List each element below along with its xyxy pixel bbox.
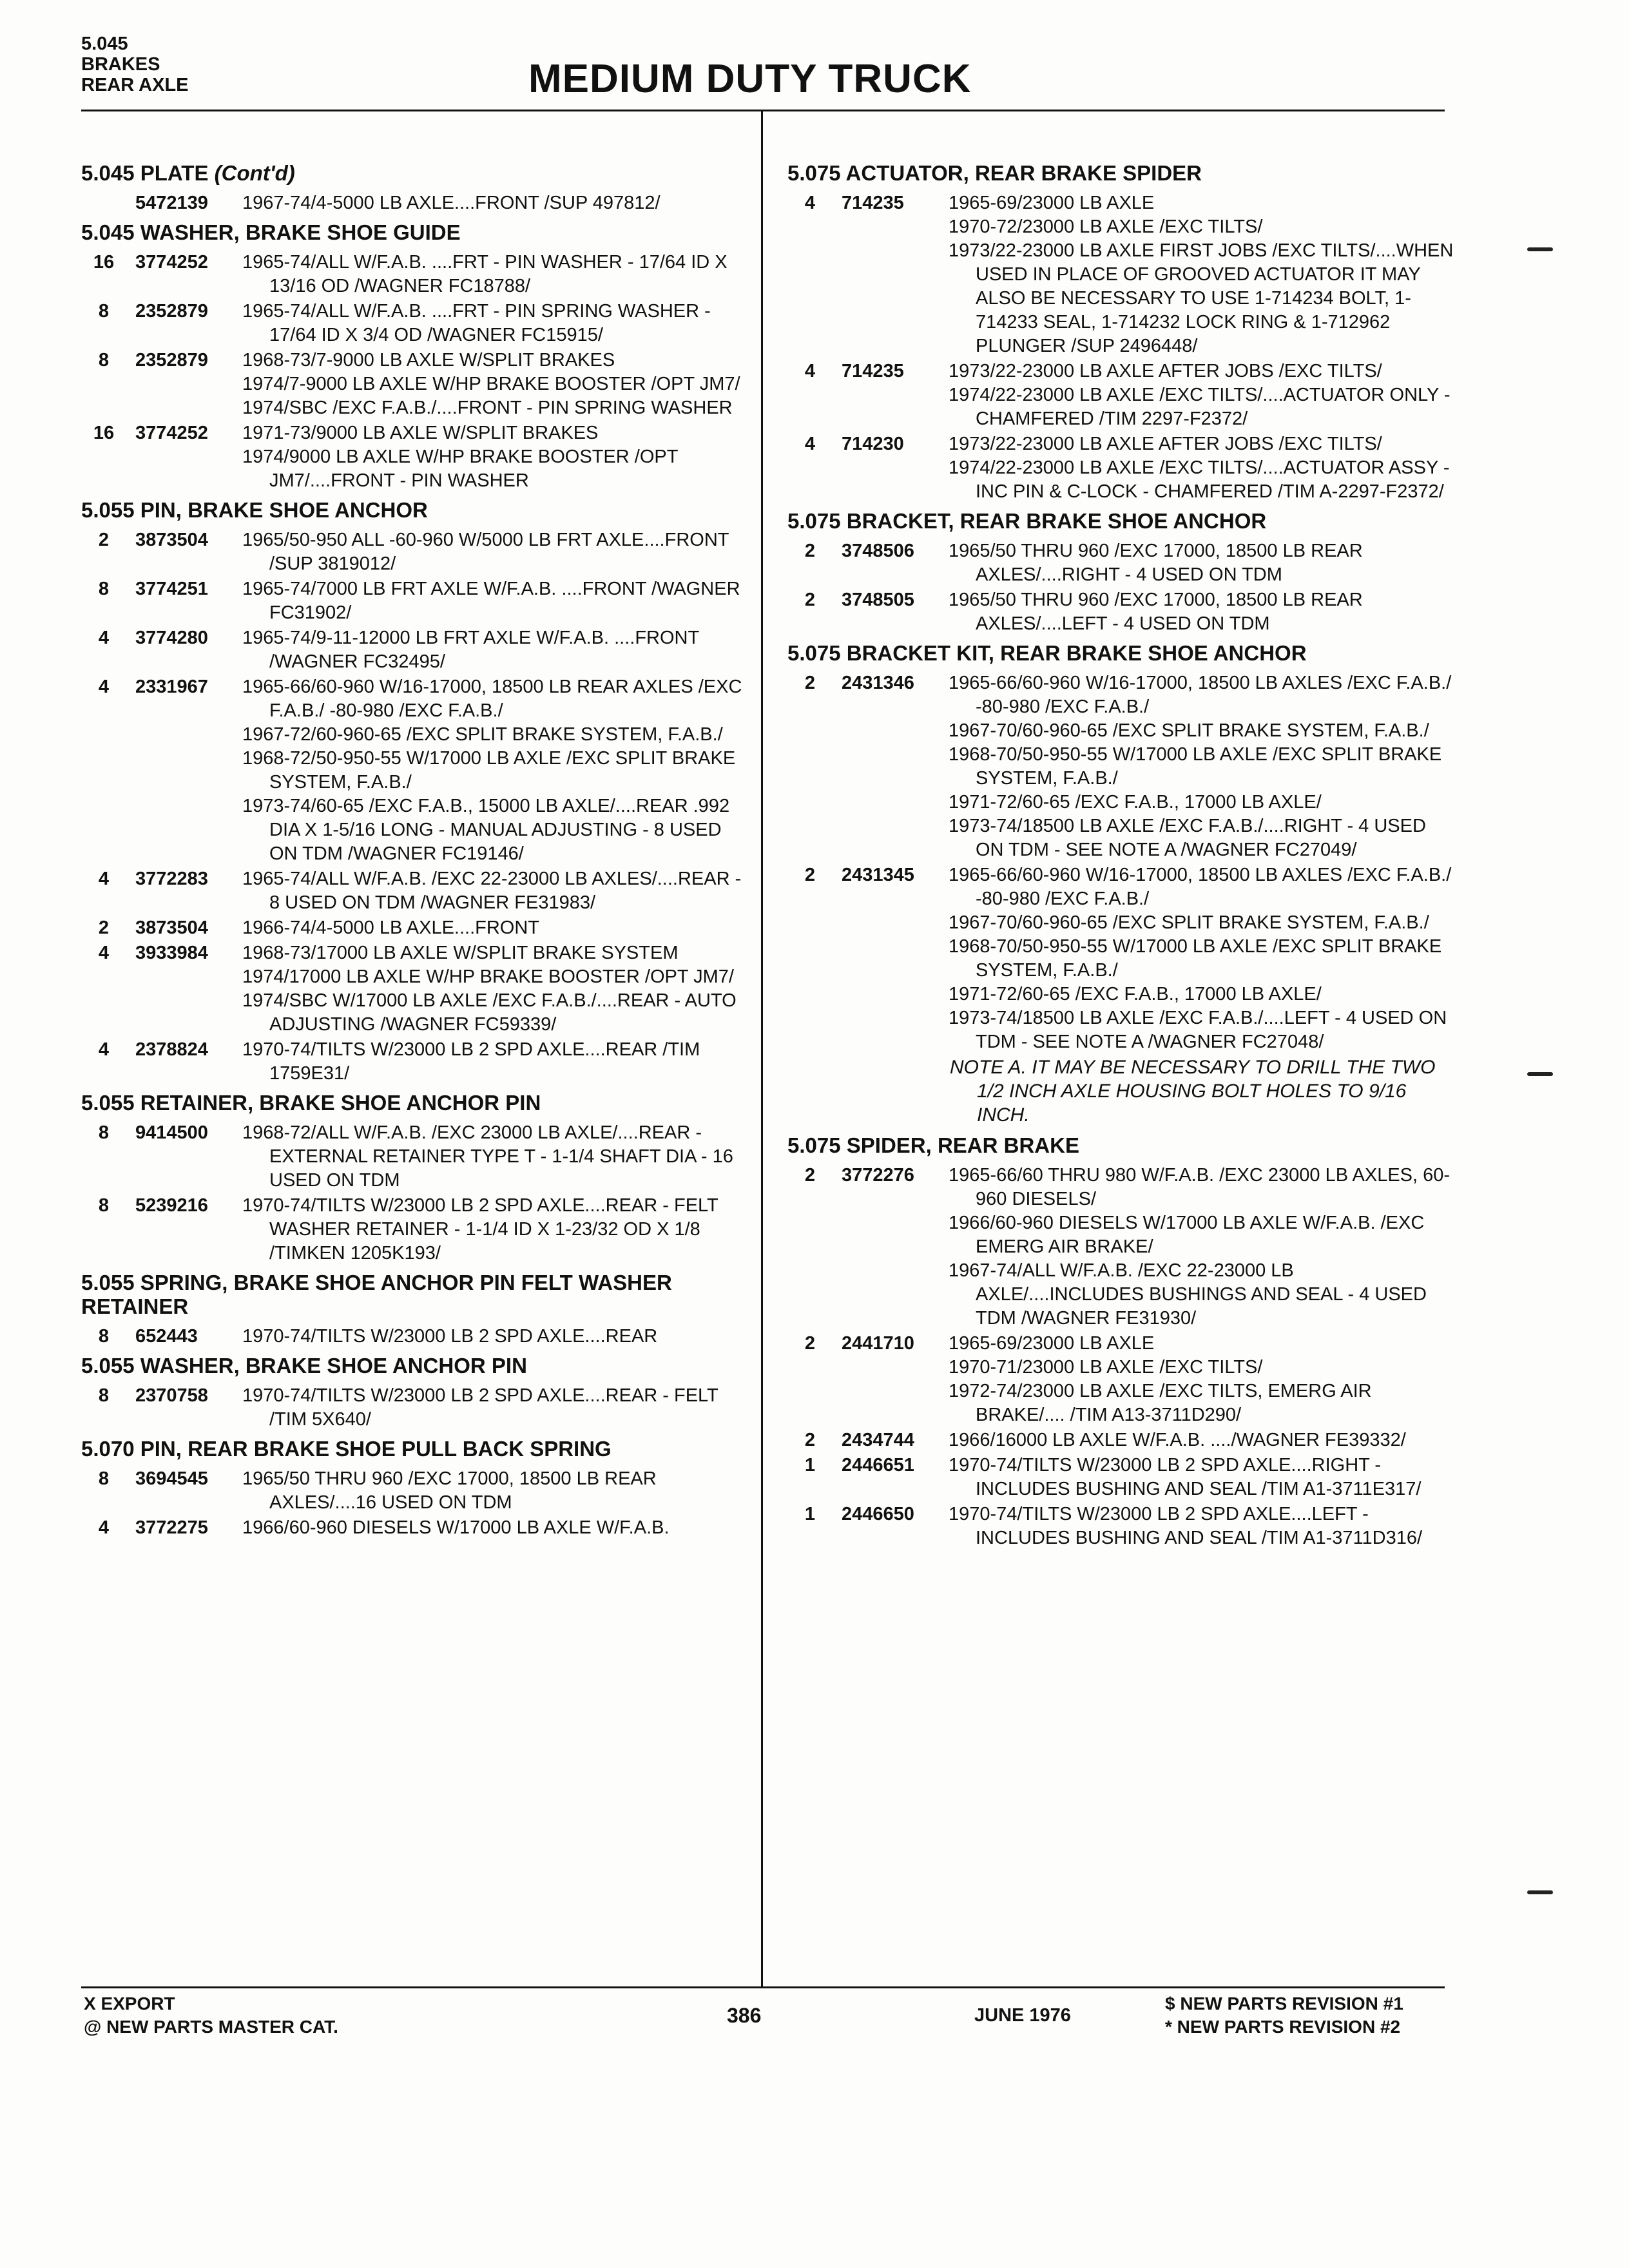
part-number: 714230 [842,434,904,454]
quantity: 16 [93,252,115,273]
application-line: 1965/50 THRU 960 /EXC 17000, 18500 LB REAR AXLES/....RIGHT - 4 USED ON TDM [949,541,1363,585]
quantity: 2 [98,918,110,938]
quantity: 16 [93,423,115,443]
part-number: 3933984 [135,943,208,963]
application-lines [242,867,751,915]
part-entry [787,539,1458,587]
application-line: 1974/SBC W/17000 LB AXLE /EXC F.A.B./....REAR - AUTO ADJUSTING /WAGNER FC59339/ [242,990,737,1035]
part-number: 2441710 [842,1333,914,1354]
quantity: 4 [98,628,110,648]
application-lines [949,588,1458,636]
application-lines [242,300,751,347]
application-line: 1966/16000 LB AXLE W/F.A.B. ..../WAGNER FE39332/ [949,1430,1406,1450]
application-lines [242,1325,751,1349]
application-line: 1965-74/ALL W/F.A.B. ....FRT - PIN SPRING WASHER - 17/64 ID X 3/4 OD /WAGNER FC15915/ [242,301,711,345]
application-line: 1965-74/ALL W/F.A.B. ....FRT - PIN WASHER - 17/64 ID X 13/16 OD /WAGNER FC18788/ [242,252,728,296]
quantity: 2 [804,541,816,561]
page-number: 386 [727,2004,762,2027]
part-number: 3772276 [842,1165,914,1186]
application-line: 1974/7-9000 LB AXLE W/HP BRAKE BOOSTER /OPT JM7/ [242,374,740,394]
part-entry [81,1038,751,1086]
application-line: 1970-74/TILTS W/23000 LB 2 SPD AXLE....RIGHT - INCLUDES BUSHING AND SEAL /TIM A1-3711E317/ [949,1455,1422,1499]
application-line: 1973-74/18500 LB AXLE /EXC F.A.B./....RIGHT - 4 USED ON TDM - SEE NOTE A /WAGNER FC27049/ [949,816,1426,860]
application-line: 1966/60-960 DIESELS W/17000 LB AXLE W/F.A.B. [242,1517,670,1538]
part-entry [81,1467,751,1515]
quantity: 8 [98,350,110,370]
right-column [787,159,1458,1555]
quantity: 2 [804,1333,816,1354]
quantity: 4 [98,1517,110,1538]
application-line: 1965-66/60-960 W/16-17000, 18500 LB REAR AXLES /EXC F.A.B./ -80-980 /EXC F.A.B./ [242,677,742,721]
header-rule [81,110,1445,111]
application-line: 1974/17000 LB AXLE W/HP BRAKE BOOSTER /OPT JM7/ [242,966,734,987]
application-line: 1965-74/ALL W/F.A.B. /EXC 22-23000 LB AXLES/....REAR - 8 USED ON TDM /WAGNER FE31983/ [242,869,742,913]
quantity: 8 [98,1195,110,1216]
section-title: 5.075 ACTUATOR, REAR BRAKE SPIDER [787,161,1202,185]
application-line: 1973-74/60-65 /EXC F.A.B., 15000 LB AXLE/....REAR .992 DIA X 1-5/16 LONG - MANUAL ADJUSTING - 8 USED ON TDM /WAGNER FC19146/ [242,796,730,864]
part-number: 3873504 [135,530,208,550]
part-entry [787,863,1458,1054]
part-entry [787,1428,1458,1452]
part-entry [787,1454,1458,1501]
page-header-codes [81,34,189,95]
quantity [81,191,126,215]
application-lines [949,1428,1458,1452]
part-entry [787,1503,1458,1550]
application-lines [242,191,751,215]
application-line: 1968-72/50-950-55 W/17000 LB AXLE /EXC SPLIT BRAKE SYSTEM, F.A.B./ [242,748,736,793]
part-entry [787,1164,1458,1331]
part-entry [787,1332,1458,1427]
quantity: 8 [98,301,110,322]
application-lines [949,432,1458,504]
publication-date: JUNE 1976 [974,2005,1071,2026]
part-number: 3748505 [842,590,914,610]
part-number: 2446651 [842,1455,914,1475]
application-line: 1965-74/7000 LB FRT AXLE W/F.A.B. ....FRONT /WAGNER FC31902/ [242,579,740,623]
parts-section [81,1354,751,1432]
part-entry [81,941,751,1037]
part-entry [81,300,751,347]
application-lines [949,1454,1458,1501]
application-line: 1965-74/9-11-12000 LB FRT AXLE W/F.A.B. ....FRONT /WAGNER FC32495/ [242,628,699,672]
legend-master-cat: @ NEW PARTS MASTER CAT. [84,2017,338,2037]
part-number: 2446650 [842,1504,914,1524]
quantity: 8 [98,579,110,599]
application-line: 1973/22-23000 LB AXLE FIRST JOBS /EXC TILTS/....WHEN USED IN PLACE OF GROOVED ACTUATOR IT MAY ALSO BE NECESSARY TO USE 1-714234 BOLT, 1-714233 SEAL, 1-714232 LOCK RING & 1-712962 PLUNGER /SUP 2496448/ [949,240,1454,356]
part-number: 3774280 [135,628,208,648]
application-line: 1973-74/18500 LB AXLE /EXC F.A.B./....LEFT - 4 USED ON TDM - SEE NOTE A /WAGNER FC27048/ [949,1008,1447,1052]
section-title: 5.055 RETAINER, BRAKE SHOE ANCHOR PIN [81,1091,541,1115]
part-entry [81,528,751,576]
application-line: 1965/50 THRU 960 /EXC 17000, 18500 LB REAR AXLES/....LEFT - 4 USED ON TDM [949,590,1363,634]
application-lines [949,191,1458,358]
column-divider [761,111,763,1986]
margin-mark [1527,1072,1553,1076]
application-line: 1972-74/23000 LB AXLE /EXC TILTS, EMERG AIR BRAKE/.... /TIM A13-3711D290/ [949,1381,1372,1425]
application-line: 1968-70/50-950-55 W/17000 LB AXLE /EXC SPLIT BRAKE SYSTEM, F.A.B./ [949,744,1442,789]
section-note: NOTE A. IT MAY BE NECESSARY TO DRILL THE TWO 1/2 INCH AXLE HOUSING BOLT HOLES TO 9/16 INCH. [950,1057,1436,1126]
left-column [81,159,751,1545]
application-line: 1968-72/ALL W/F.A.B. /EXC 23000 LB AXLE/....REAR - EXTERNAL RETAINER TYPE T - 1-1/4 SHAFT DIA - 16 USED ON TDM [242,1122,733,1191]
part-entry [81,251,751,298]
section-title: 5.045 PLATE [81,161,209,185]
application-line: 1967-70/60-960-65 /EXC SPLIT BRAKE SYSTEM, F.A.B./ [949,720,1429,741]
quantity: 2 [804,590,816,610]
section-title: 5.055 PIN, BRAKE SHOE ANCHOR [81,498,428,522]
footer-legend-left [84,1992,338,2039]
section-code: 5.045 [81,34,128,54]
parts-section [81,161,751,215]
part-number: 2431345 [842,865,914,885]
application-lines [242,1194,751,1265]
quantity: 4 [804,361,816,381]
application-lines [949,1503,1458,1550]
application-line: 1974/SBC /EXC F.A.B./....FRONT - PIN SPRING WASHER [242,398,733,418]
application-line: 1970-72/23000 LB AXLE /EXC TILTS/ [949,216,1263,237]
application-line: 1965/50-950 ALL -60-960 W/5000 LB FRT AXLE....FRONT /SUP 3819012/ [242,530,729,574]
quantity: 2 [804,1165,816,1186]
part-number: 714235 [842,193,904,213]
section-title: 5.075 SPIDER, REAR BRAKE [787,1133,1079,1157]
application-lines [242,941,751,1037]
application-line: 1966-74/4-5000 LB AXLE....FRONT [242,918,540,938]
application-line: 1966/60-960 DIESELS W/17000 LB AXLE W/F.A.B. /EXC EMERG AIR BRAKE/ [949,1213,1425,1257]
section-heading [787,1133,1458,1157]
quantity: 4 [98,1039,110,1060]
part-entry [81,626,751,674]
section-heading [81,1271,751,1318]
quantity: 2 [804,865,816,885]
part-number: 3694545 [135,1468,208,1489]
part-entry [81,867,751,915]
part-entry [81,1384,751,1432]
application-lines [949,539,1458,587]
quantity: 2 [804,673,816,693]
part-number: 2431346 [842,673,914,693]
quantity: 8 [98,1326,110,1347]
section-heading [81,498,751,522]
part-entry [787,588,1458,636]
parts-section [787,509,1458,636]
application-line: 1967-72/60-960-65 /EXC SPLIT BRAKE SYSTEM, F.A.B./ [242,724,723,745]
application-lines [949,863,1458,1054]
application-lines [242,1384,751,1432]
margin-mark [1527,1890,1553,1894]
part-entry [787,191,1458,358]
part-number: 3772275 [135,1517,208,1538]
parts-section [81,1091,751,1265]
application-lines [949,1332,1458,1427]
legend-revision-1: $ NEW PARTS REVISION #1 [1165,1994,1403,2013]
quantity: 4 [804,193,816,213]
parts-section [81,498,751,1086]
part-number: 9414500 [135,1122,208,1143]
application-lines [949,360,1458,431]
quantity: 2 [98,530,110,550]
part-number: 3873504 [135,918,208,938]
parts-section [787,1133,1458,1550]
application-lines [242,421,751,493]
application-lines [242,675,751,866]
application-lines [242,349,751,420]
part-number: 2370758 [135,1385,208,1406]
application-line: 1970-71/23000 LB AXLE /EXC TILTS/ [949,1357,1263,1378]
part-number: 2352879 [135,301,208,322]
section-title: 5.045 WASHER, BRAKE SHOE GUIDE [81,220,461,244]
part-number: 3774252 [135,423,208,443]
parts-section [787,161,1458,504]
application-line: 1965-69/23000 LB AXLE [949,193,1155,213]
application-line: 1965-66/60-960 W/16-17000, 18500 LB AXLES /EXC F.A.B./ -80-980 /EXC F.A.B./ [949,673,1452,717]
application-line: 1970-74/TILTS W/23000 LB 2 SPD AXLE....REAR [242,1326,658,1347]
application-lines [242,1038,751,1086]
part-entry [81,1121,751,1193]
part-number: 3774251 [135,579,208,599]
quantity: 4 [98,943,110,963]
part-number: 652443 [135,1326,198,1347]
section-title: 5.075 BRACKET KIT, REAR BRAKE SHOE ANCHOR [787,641,1307,665]
application-lines [242,577,751,625]
application-line: 1968-73/17000 LB AXLE W/SPLIT BRAKE SYSTEM [242,943,679,963]
application-line: 1965-66/60 THRU 980 W/F.A.B. /EXC 23000 LB AXLES, 60-960 DIESELS/ [949,1165,1451,1209]
part-entry [81,1194,751,1265]
application-line: 1973/22-23000 LB AXLE AFTER JOBS /EXC TILTS/ [949,361,1382,381]
parts-section [81,220,751,493]
part-entry [787,360,1458,431]
application-line: 1971-73/9000 LB AXLE W/SPLIT BRAKES [242,423,599,443]
parts-section [81,1437,751,1540]
application-line: 1967-74/ALL W/F.A.B. /EXC 22-23000 LB AXLE/....INCLUDES BUSHINGS AND SEAL - 4 USED TDM /WAGNER FE31930/ [949,1260,1427,1329]
page-title: MEDIUM DUTY TRUCK [528,57,972,101]
part-entry [81,916,751,940]
quantity: 4 [804,434,816,454]
application-line: 1970-74/TILTS W/23000 LB 2 SPD AXLE....REAR - FELT /TIM 5X640/ [242,1385,718,1430]
application-line: 1974/9000 LB AXLE W/HP BRAKE BOOSTER /OPT JM7/....FRONT - PIN WASHER [242,447,678,491]
section-title: 5.070 PIN, REAR BRAKE SHOE PULL BACK SPRING [81,1437,612,1461]
section-heading [81,161,751,185]
application-lines [242,1467,751,1515]
section-heading [787,509,1458,533]
quantity: 2 [804,1430,816,1450]
part-number: 5472139 [135,193,208,213]
part-number: 2378824 [135,1039,208,1060]
part-number: 714235 [842,361,904,381]
application-lines [242,626,751,674]
application-line: 1967-74/4-5000 LB AXLE....FRONT /SUP 497812/ [242,193,660,213]
part-entry [787,432,1458,504]
part-entry [81,421,751,493]
application-lines [242,1516,751,1540]
quantity: 4 [98,677,110,697]
application-lines [242,1121,751,1193]
part-number: 2331967 [135,677,208,697]
application-line: 1971-72/60-65 /EXC F.A.B., 17000 LB AXLE/ [949,984,1322,1004]
section-heading [81,1091,751,1115]
application-line: 1968-70/50-950-55 W/17000 LB AXLE /EXC SPLIT BRAKE SYSTEM, F.A.B./ [949,936,1442,981]
application-line: 1971-72/60-65 /EXC F.A.B., 17000 LB AXLE/ [949,792,1322,812]
application-line: 1970-74/TILTS W/23000 LB 2 SPD AXLE....REAR - FELT WASHER RETAINER - 1-1/4 ID X 1-23/32 OD X 1/8 /TIMKEN 1205K193/ [242,1195,718,1264]
part-entry [81,1325,751,1349]
application-line: 1970-74/TILTS W/23000 LB 2 SPD AXLE....REAR /TIM 1759E31/ [242,1039,700,1084]
section-title: 5.055 WASHER, BRAKE SHOE ANCHOR PIN [81,1354,527,1378]
application-lines [949,1164,1458,1331]
application-lines [242,528,751,576]
part-entry [81,1516,751,1540]
section-heading [787,161,1458,185]
parts-section [81,1271,751,1349]
application-line: 1974/22-23000 LB AXLE /EXC TILTS/....ACTUATOR ONLY - CHAMFERED /TIM 2297-F2372/ [949,385,1451,429]
subgroup-name: REAR AXLE [81,75,189,95]
part-number: 3774252 [135,252,208,273]
part-number: 2434744 [842,1430,914,1450]
application-lines [242,916,751,940]
section-title: 5.075 BRACKET, REAR BRAKE SHOE ANCHOR [787,509,1267,533]
legend-revision-2: * NEW PARTS REVISION #2 [1165,2017,1401,2037]
part-entry [787,671,1458,862]
application-line: 1967-70/60-960-65 /EXC SPLIT BRAKE SYSTEM, F.A.B./ [949,912,1429,933]
application-line: 1970-74/TILTS W/23000 LB 2 SPD AXLE....LEFT - INCLUDES BUSHING AND SEAL /TIM A1-3711D316/ [949,1504,1423,1548]
section-title: 5.055 SPRING, BRAKE SHOE ANCHOR PIN FELT WASHER RETAINER [81,1271,672,1318]
margin-mark [1527,247,1553,251]
part-entry [81,675,751,866]
section-heading [81,1437,751,1461]
footer-rule [81,1986,1445,1988]
quantity: 8 [98,1468,110,1489]
part-number: 2352879 [135,350,208,370]
application-line: 1974/22-23000 LB AXLE /EXC TILTS/....ACTUATOR ASSY - INC PIN & C-LOCK - CHAMFERED /TIM A-2297-F2372/ [949,457,1450,502]
application-line: 1973/22-23000 LB AXLE AFTER JOBS /EXC TILTS/ [949,434,1382,454]
application-line: 1965/50 THRU 960 /EXC 17000, 18500 LB REAR AXLES/....16 USED ON TDM [242,1468,657,1513]
parts-section [787,641,1458,1127]
part-entry [81,577,751,625]
application-lines [242,251,751,298]
section-heading [81,220,751,244]
footer-legend-right [1165,1992,1403,2039]
application-lines [949,671,1458,862]
part-number: 3748506 [842,541,914,561]
part-number: 5239216 [135,1195,208,1216]
quantity: 1 [804,1455,816,1475]
part-entry [81,191,751,215]
group-name: BRAKES [81,54,160,75]
quantity: 8 [98,1122,110,1143]
legend-export: X EXPORT [84,1994,175,2013]
application-line: 1968-73/7-9000 LB AXLE W/SPLIT BRAKES [242,350,615,370]
continued-label: (Cont'd) [214,161,295,185]
application-line: 1965-66/60-960 W/16-17000, 18500 LB AXLES /EXC F.A.B./ -80-980 /EXC F.A.B./ [949,865,1452,909]
quantity: 8 [98,1385,110,1406]
part-entry [81,349,751,420]
section-heading [787,641,1458,665]
part-number: 3772283 [135,869,208,889]
quantity: 4 [98,869,110,889]
section-heading [81,1354,751,1378]
quantity: 1 [804,1504,816,1524]
application-line: 1965-69/23000 LB AXLE [949,1333,1155,1354]
